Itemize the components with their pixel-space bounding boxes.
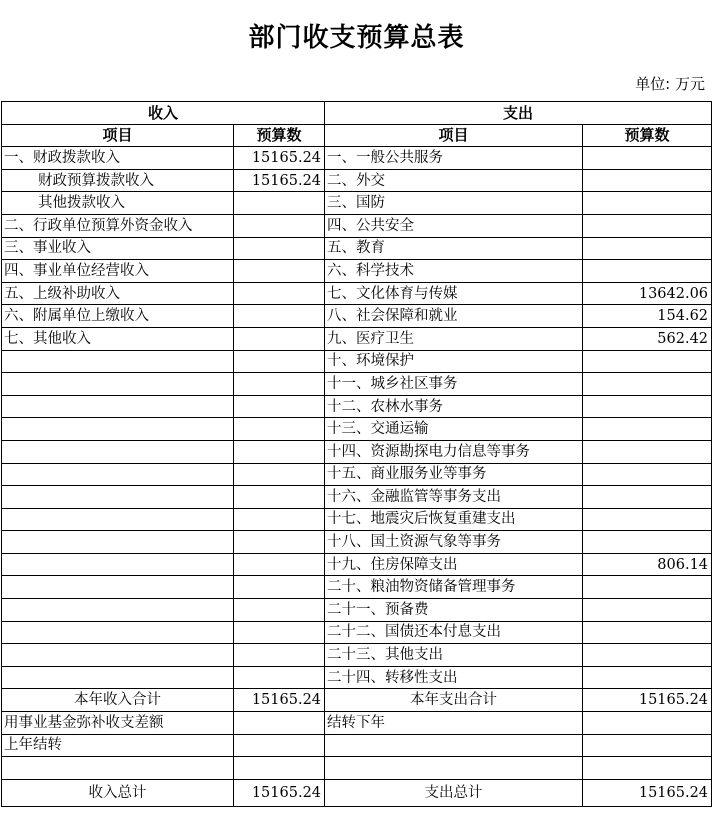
income-item-cell — [2, 440, 234, 463]
expense-item-cell: 结转下年 — [325, 712, 583, 735]
expense-budget-header: 预算数 — [583, 124, 712, 147]
income-item-cell — [2, 757, 234, 780]
income-item-cell — [2, 508, 234, 531]
income-item-cell — [2, 463, 234, 486]
table-row — [2, 260, 712, 283]
income-item-cell — [2, 666, 234, 689]
table-row — [2, 418, 712, 441]
income-item-cell: 收入总计 — [2, 779, 234, 806]
unit-label: 单位: 万元 — [635, 75, 705, 93]
table-row — [2, 395, 712, 418]
income-budget-cell — [234, 395, 325, 418]
table-row — [2, 305, 712, 328]
income-budget-cell — [234, 373, 325, 396]
table-row — [2, 689, 712, 712]
income-item-cell: 财政预算拨款收入 — [2, 169, 234, 192]
income-item-header: 项目 — [2, 124, 234, 147]
income-budget-cell — [234, 621, 325, 644]
expense-budget-cell — [583, 260, 712, 283]
expense-budget-cell — [583, 169, 712, 192]
expense-item-cell: 二十四、转移性支出 — [325, 666, 583, 689]
income-budget-cell — [234, 418, 325, 441]
income-item-cell: 一、财政拨款收入 — [2, 147, 234, 170]
expense-budget-cell — [583, 192, 712, 215]
table-row — [2, 192, 712, 215]
income-item-cell: 三、事业收入 — [2, 237, 234, 260]
expense-item-cell: 一、一般公共服务 — [325, 147, 583, 170]
income-budget-cell — [234, 440, 325, 463]
expense-budget-cell — [583, 531, 712, 554]
expense-item-cell — [325, 734, 583, 757]
budget-table — [1, 101, 712, 807]
expense-budget-cell — [583, 508, 712, 531]
income-item-cell — [2, 418, 234, 441]
expense-item-cell: 十八、国土资源气象等事务 — [325, 531, 583, 554]
table-row — [2, 327, 712, 350]
expense-budget-cell — [583, 734, 712, 757]
table-row — [2, 621, 712, 644]
income-budget-cell — [234, 553, 325, 576]
income-item-cell: 六、附属单位上缴收入 — [2, 305, 234, 328]
income-budget-cell — [234, 282, 325, 305]
expense-budget-cell: 15165.24 — [583, 689, 712, 712]
income-budget-cell — [234, 531, 325, 554]
expense-budget-cell: 154.62 — [583, 305, 712, 328]
expense-item-cell: 二、外交 — [325, 169, 583, 192]
expense-budget-cell — [583, 214, 712, 237]
expense-item-cell: 十一、城乡社区事务 — [325, 373, 583, 396]
page-title: 部门收支预算总表 — [248, 23, 465, 53]
expense-budget-cell: 15165.24 — [583, 779, 712, 806]
table-row — [2, 734, 712, 757]
income-budget-cell — [234, 666, 325, 689]
income-budget-cell — [234, 757, 325, 780]
table-row — [2, 440, 712, 463]
expense-budget-cell — [583, 418, 712, 441]
income-budget-cell — [234, 260, 325, 283]
expense-item-cell: 十三、交通运输 — [325, 418, 583, 441]
table-row — [2, 644, 712, 667]
income-budget-header: 预算数 — [234, 124, 325, 147]
expense-item-cell: 八、社会保障和就业 — [325, 305, 583, 328]
expense-budget-cell — [583, 350, 712, 373]
expense-item-cell: 七、文化体育与传媒 — [325, 282, 583, 305]
income-item-cell — [2, 486, 234, 509]
table-row — [2, 779, 712, 806]
income-budget-cell: 15165.24 — [234, 779, 325, 806]
table-row — [2, 531, 712, 554]
expense-budget-cell — [583, 644, 712, 667]
table-row — [2, 350, 712, 373]
income-item-cell: 四、事业单位经营收入 — [2, 260, 234, 283]
income-budget-cell: 15165.24 — [234, 147, 325, 170]
income-item-cell — [2, 621, 234, 644]
expense-item-cell: 十七、地震灾后恢复重建支出 — [325, 508, 583, 531]
expense-budget-cell — [583, 237, 712, 260]
table-row — [2, 214, 712, 237]
expense-budget-cell: 806.14 — [583, 553, 712, 576]
expense-item-header: 项目 — [325, 124, 583, 147]
expense-item-cell: 十二、农林水事务 — [325, 395, 583, 418]
table-row — [2, 599, 712, 622]
income-item-cell: 五、上级补助收入 — [2, 282, 234, 305]
table-row — [2, 282, 712, 305]
income-budget-cell — [234, 237, 325, 260]
income-item-cell: 用事业基金弥补收支差额 — [2, 712, 234, 735]
table-row — [2, 666, 712, 689]
income-budget-cell — [234, 305, 325, 328]
expense-item-cell — [325, 757, 583, 780]
expense-item-cell: 本年支出合计 — [325, 689, 583, 712]
expense-item-cell: 支出总计 — [325, 779, 583, 806]
expense-budget-cell — [583, 712, 712, 735]
expense-item-cell: 十九、住房保障支出 — [325, 553, 583, 576]
expense-budget-cell — [583, 373, 712, 396]
expense-item-cell: 九、医疗卫生 — [325, 327, 583, 350]
expense-budget-cell — [583, 486, 712, 509]
section-header-row — [2, 102, 712, 125]
expense-item-cell: 十六、金融监管等事务支出 — [325, 486, 583, 509]
expense-budget-cell — [583, 463, 712, 486]
income-budget-cell — [234, 712, 325, 735]
income-budget-cell — [234, 463, 325, 486]
expense-item-cell: 四、公共安全 — [325, 214, 583, 237]
table-row — [2, 486, 712, 509]
income-item-cell: 二、行政单位预算外资金收入 — [2, 214, 234, 237]
income-budget-cell — [234, 508, 325, 531]
income-budget-cell — [234, 192, 325, 215]
expense-budget-cell — [583, 666, 712, 689]
expense-item-cell: 十四、资源勘探电力信息等事务 — [325, 440, 583, 463]
table-row — [2, 463, 712, 486]
expense-budget-cell — [583, 621, 712, 644]
column-header-row — [2, 124, 712, 147]
expense-budget-cell — [583, 395, 712, 418]
income-item-cell — [2, 350, 234, 373]
income-item-cell: 本年收入合计 — [2, 689, 234, 712]
income-item-cell — [2, 531, 234, 554]
income-budget-cell — [234, 486, 325, 509]
expense-item-cell: 六、科学技术 — [325, 260, 583, 283]
expense-budget-cell: 562.42 — [583, 327, 712, 350]
income-budget-cell: 15165.24 — [234, 689, 325, 712]
income-item-cell: 上年结转 — [2, 734, 234, 757]
table-row — [2, 576, 712, 599]
income-section-header: 收入 — [2, 102, 325, 125]
expense-budget-cell — [583, 147, 712, 170]
expense-item-cell: 三、国防 — [325, 192, 583, 215]
expense-section-header: 支出 — [325, 102, 712, 125]
expense-budget-cell — [583, 576, 712, 599]
income-item-cell — [2, 576, 234, 599]
expense-item-cell: 五、教育 — [325, 237, 583, 260]
expense-budget-cell — [583, 440, 712, 463]
income-budget-cell — [234, 599, 325, 622]
expense-budget-cell — [583, 599, 712, 622]
income-item-cell: 其他拨款收入 — [2, 192, 234, 215]
table-row — [2, 712, 712, 735]
income-budget-cell — [234, 350, 325, 373]
expense-item-cell: 二十、粮油物资储备管理事务 — [325, 576, 583, 599]
income-budget-cell — [234, 644, 325, 667]
expense-item-cell: 二十二、国债还本付息支出 — [325, 621, 583, 644]
expense-budget-cell — [583, 757, 712, 780]
table-body — [2, 147, 712, 807]
expense-item-cell: 二十一、预备费 — [325, 599, 583, 622]
table-row — [2, 757, 712, 780]
income-budget-cell — [234, 327, 325, 350]
table-row — [2, 553, 712, 576]
income-item-cell — [2, 395, 234, 418]
income-item-cell — [2, 553, 234, 576]
income-budget-cell — [234, 214, 325, 237]
table-row — [2, 147, 712, 170]
income-item-cell: 七、其他收入 — [2, 327, 234, 350]
table-row — [2, 169, 712, 192]
expense-item-cell: 二十三、其他支出 — [325, 644, 583, 667]
expense-item-cell: 十、环境保护 — [325, 350, 583, 373]
income-item-cell — [2, 644, 234, 667]
table-row — [2, 237, 712, 260]
income-item-cell — [2, 599, 234, 622]
expense-budget-cell: 13642.06 — [583, 282, 712, 305]
income-budget-cell: 15165.24 — [234, 169, 325, 192]
income-budget-cell — [234, 734, 325, 757]
income-item-cell — [2, 373, 234, 396]
table-row — [2, 508, 712, 531]
table-row — [2, 373, 712, 396]
expense-item-cell: 十五、商业服务业等事务 — [325, 463, 583, 486]
income-budget-cell — [234, 576, 325, 599]
